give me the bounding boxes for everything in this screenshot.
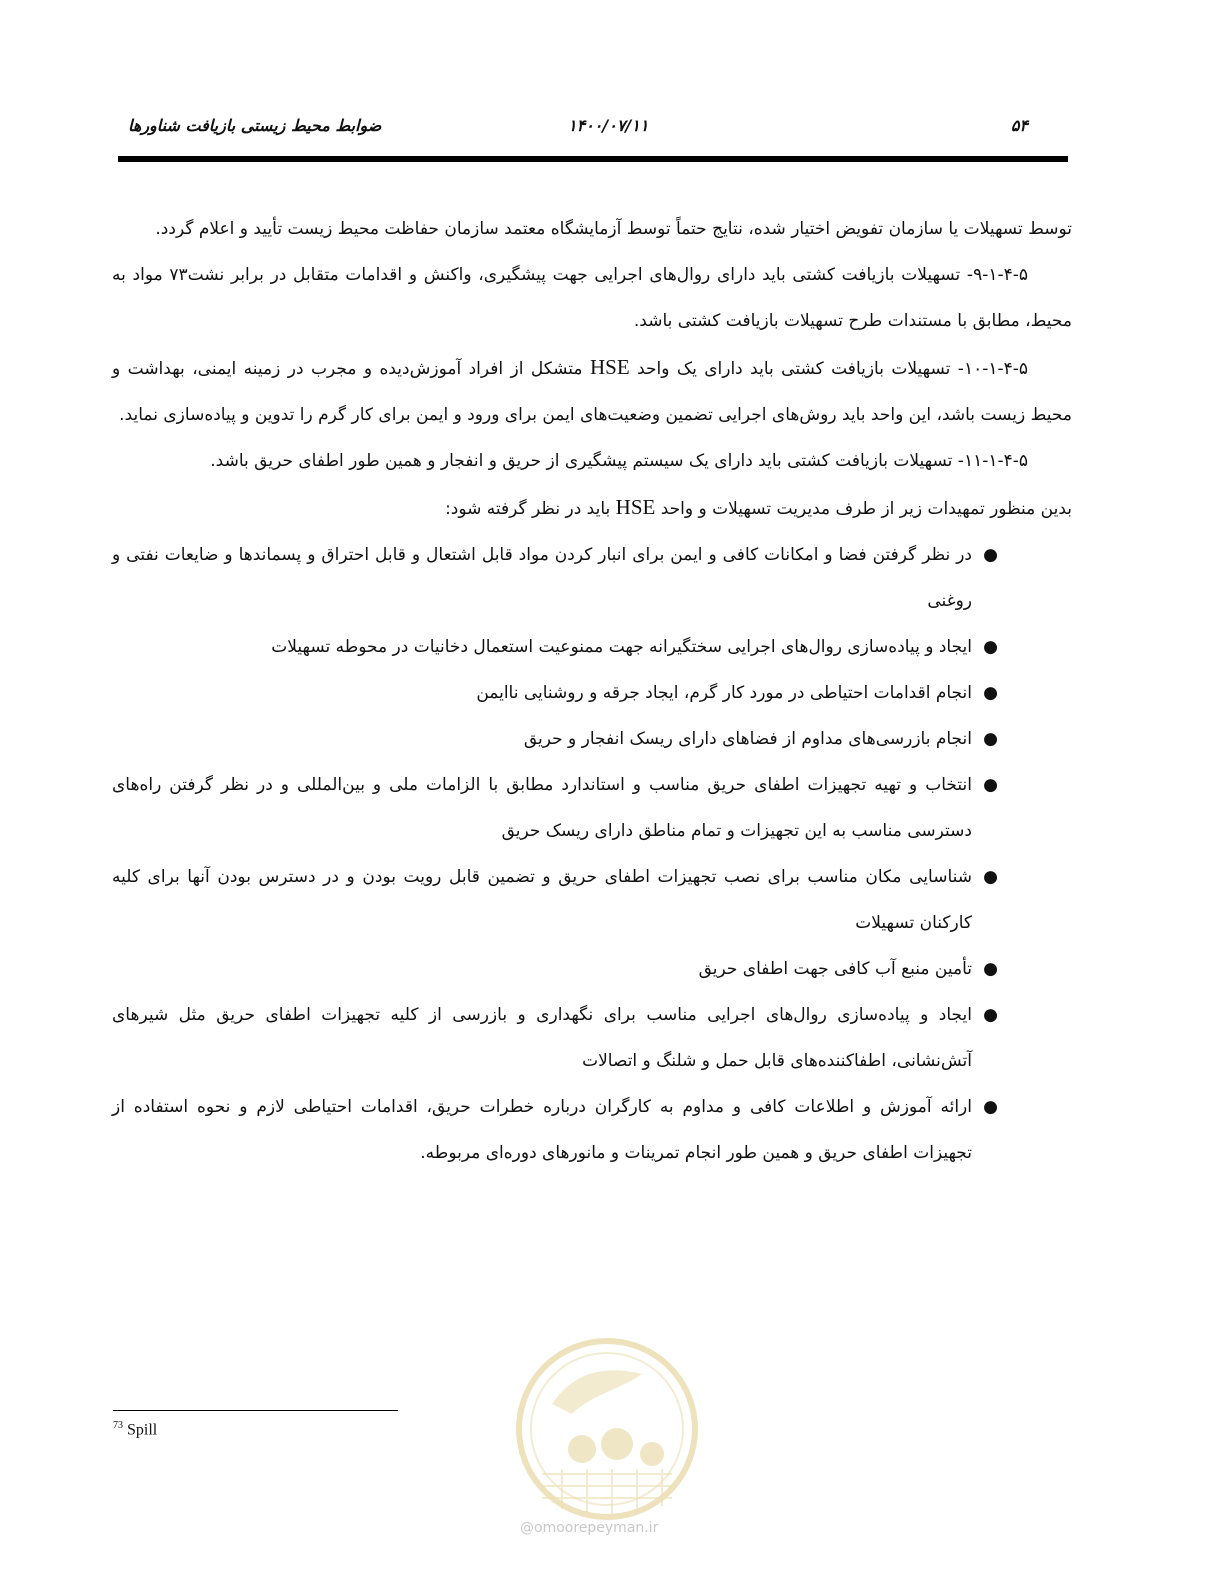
paragraph-11-intro-start: بدین منظور تمهیدات زیر از طرف مدیریت تسهیلات و واحد [660, 499, 1072, 519]
page-number: ۵۴ [1010, 116, 1028, 135]
document-body [112, 206, 1072, 1176]
list-item-text: در نظر گرفتن فضا و امکانات کافی و ایمن برای انبار کردن مواد قابل اشتعال و قابل احتراق و پسماندها و ضایعات نفتی و روغنی [112, 545, 972, 611]
bullet-icon: ● [983, 1005, 998, 1025]
paragraph-10-end: متشکل از افراد آموزش‌دیده و مجرب در زمینه ایمنی، بهداشت و محیط زیست باشد، این واحد باید روش‌های اجرایی تضمین وضعیت‌های ایمن برای ورود و ایمن برای کار گرم را تدوین و پیاده‌سازی نماید. [112, 359, 1072, 425]
footnote [113, 1420, 157, 1439]
page-header [118, 116, 1068, 144]
list-item [112, 762, 1072, 854]
paragraph-10 [112, 344, 1072, 438]
bullet-icon: ● [983, 729, 998, 749]
list-item-text: انتخاب و تهیه تجهیزات اطفای حریق مناسب و استاندارد مطابق با الزامات ملی و بین‌المللی و در نظر گرفتن راه‌های دسترسی مناسب به این تجهیزات و تمام مناطق دارای ریسک حریق [112, 775, 972, 841]
watermark-logo-icon [512, 1334, 702, 1534]
list-item [112, 532, 1072, 624]
bullet-icon: ● [983, 545, 998, 565]
list-item [112, 716, 1072, 762]
list-item-text: ارائه آموزش و اطلاعات کافی و مداوم به کارگران درباره خطرات حریق، اقدامات احتیاطی لازم و نحوه استفاده از تجهیزات اطفای حریق و همین طور انجام تمرینات و مانورهای دوره‌ای مربوطه. [112, 1097, 972, 1163]
bullet-icon: ● [983, 637, 998, 657]
paragraph-11: ۱۱-۱-۴-۵- تسهیلات بازیافت کشتی باید دارای یک سیستم پیشگیری از حریق و انفجار و همین طور اطفای حریق باشد. [210, 451, 1028, 471]
header-divider [118, 156, 1068, 162]
footnote-text: Spill [127, 1421, 158, 1439]
paragraph-9: ۹-۱-۴-۵- تسهیلات بازیافت کشتی باید دارای روال‌های اجرایی جهت پیشگیری، واکنش و اقدامات متقابل در برابر نشت۷۳ مواد به محیط، مطابق با مستندات طرح تسهیلات بازیافت کشتی باشد. [112, 265, 1072, 331]
bullet-icon: ● [983, 775, 998, 795]
fire-prevention-list [112, 532, 1072, 1176]
paragraph-continuation: توسط تسهیلات یا سازمان تفویض اختیار شده، نتایج حتماً توسط آزمایشگاه معتمد سازمان حفاظت محیط زیست تأیید و اعلام گردد. [155, 219, 1072, 239]
footnote-divider [113, 1410, 398, 1411]
bullet-icon: ● [983, 1097, 998, 1117]
hse-term: HSE [589, 355, 630, 379]
list-item-text: ایجاد و پیاده‌سازی روال‌های اجرایی مناسب برای نگهداری و بازرسی از کلیه تجهیزات اطفای حریق مثل شیرهای آتش‌نشانی، اطفاکننده‌های قابل حمل و شلنگ و اتصالات [112, 1005, 972, 1071]
watermark-url: @omoorepeyman.ir [520, 1520, 659, 1536]
list-item-text: شناسایی مکان مناسب برای نصب تجهیزات اطفای حریق و تضمین قابل رویت بودن و در دسترس بودن آنها برای کلیه کارکنان تسهیلات [112, 867, 972, 933]
bullet-icon: ● [983, 683, 998, 703]
paragraph-11-intro [112, 484, 1072, 532]
list-item-text: انجام اقدامات احتیاطی در مورد کار گرم، ایجاد جرقه و روشنایی ناایمن [476, 683, 972, 703]
list-item [112, 946, 1072, 992]
header-date: ۱۴۰۰/۰۷/۱۱ [568, 116, 649, 135]
paragraph-11-intro-end: باید در نظر گرفته شود: [445, 499, 611, 519]
header-title: ضوابط محیط زیستی بازیافت شناورها [128, 116, 382, 135]
bullet-icon: ● [983, 867, 998, 887]
list-item-text: ایجاد و پیاده‌سازی روال‌های اجرایی سختگیرانه جهت ممنوعیت استعمال دخانیات در محوطه تسهیلات [271, 637, 972, 657]
bullet-icon: ● [983, 959, 998, 979]
paragraph-10-start: ۱۰-۱-۴-۵- تسهیلات بازیافت کشتی باید دارای یک واحد [637, 359, 1029, 379]
list-item [112, 1084, 1072, 1176]
footnote-number: 73 [113, 1420, 123, 1431]
list-item-text: انجام بازرسی‌های مداوم از فضاهای دارای ریسک انفجار و حریق [523, 729, 972, 749]
hse-term: HSE [615, 495, 656, 519]
list-item-text: تأمین منبع آب کافی جهت اطفای حریق [698, 959, 972, 979]
list-item [112, 992, 1072, 1084]
list-item [112, 854, 1072, 946]
list-item [112, 624, 1072, 670]
list-item [112, 670, 1072, 716]
